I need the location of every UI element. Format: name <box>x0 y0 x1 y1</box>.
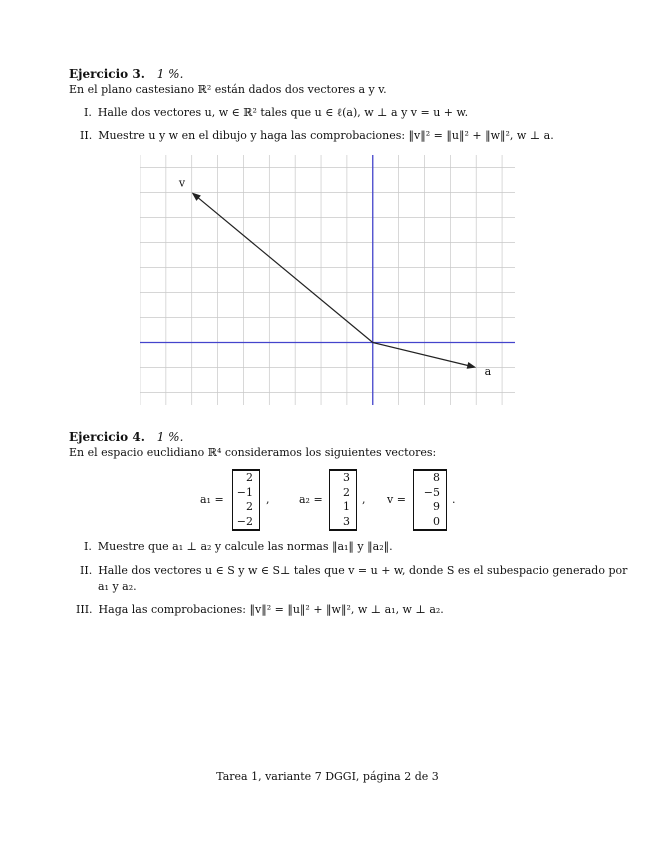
item-text: Muestre que a₁ ⊥ a₂ y calcule las normas ‖a₁‖ y ‖a₂‖. <box>97 540 393 553</box>
vector-a-label: a <box>484 364 492 378</box>
exercise-4-heading <box>69 430 183 445</box>
matrix-entry: −5 <box>423 485 440 499</box>
item-number: I. <box>84 106 92 119</box>
exercise-4-title: Ejercicio 4. <box>69 430 145 444</box>
separator-comma: , <box>266 493 270 506</box>
exercise-4-item-2-continued: a₁ y a₂. <box>98 580 137 593</box>
exercise-4-item-1 <box>84 539 393 555</box>
vector-figure <box>140 155 515 405</box>
vector-v-shaft <box>197 197 373 343</box>
exercise-3-intro: En el plano castesiano ℝ² están dados dos vectores a y v. <box>69 83 387 96</box>
matrix-entry: 2 <box>343 485 350 499</box>
matrix-entry: 0 <box>433 514 440 528</box>
vector-a2-label: a₂ = <box>299 493 323 506</box>
exercise-3-item-1 <box>84 105 468 121</box>
vector-v-label: v <box>178 176 186 190</box>
vector-definitions <box>0 469 655 531</box>
item-number: II. <box>80 564 93 577</box>
vector-v-label: v = <box>387 493 406 506</box>
item-number: I. <box>84 540 92 553</box>
item-text: Halle dos vectores u ∈ S y w ∈ S⊥ tales que v = u + w, donde S es el subespacio generado por <box>98 564 628 577</box>
item-number: II. <box>80 129 93 142</box>
vector-a2-matrix <box>329 469 357 531</box>
exercise-4-item-3 <box>76 602 444 618</box>
vectors <box>178 177 492 378</box>
matrix-entry: 3 <box>343 471 350 484</box>
matrix-entry: 2 <box>246 500 253 513</box>
page-footer: Tarea 1, variante 7 DGGI, página 2 de 3 <box>216 770 439 783</box>
item-text: Halle dos vectores u, w ∈ ℝ² tales que u ∈ ℓ(a), w ⊥ a y v = u + w. <box>97 106 469 119</box>
exercise-3-heading <box>69 67 183 82</box>
exercise-4-intro: En el espacio euclidiano ℝ⁴ consideramos los siguientes vectores: <box>69 446 437 459</box>
matrix-entry: 2 <box>246 471 253 484</box>
exercise-3-title: Ejercicio 3. <box>69 67 145 81</box>
vector-a1-matrix <box>232 469 260 531</box>
vector-a-shaft <box>373 343 470 366</box>
separator-period: . <box>452 493 456 506</box>
matrix-entry: −2 <box>236 514 253 528</box>
item-text: Muestre u y w en el dibujo y haga las comprobaciones: ‖v‖² = ‖u‖² + ‖w‖², w ⊥ a. <box>98 129 554 142</box>
vector-a1-label: a₁ = <box>200 493 224 506</box>
exercise-4-item-2 <box>80 563 627 579</box>
matrix-entry: 3 <box>343 514 350 528</box>
exercise-4-weight: 1 %. <box>156 430 184 444</box>
item-text: Haga las comprobaciones: ‖v‖² = ‖u‖² + ‖w‖², w ⊥ a₁, w ⊥ a₂. <box>98 603 444 616</box>
exercise-3-item-2 <box>80 128 554 144</box>
matrix-entry: −1 <box>236 485 253 499</box>
item-number: III. <box>76 603 93 616</box>
matrix-entry: 9 <box>433 500 440 513</box>
exercise-3-weight: 1 %. <box>156 67 184 81</box>
vector-v-matrix <box>413 469 447 531</box>
grid-lines <box>140 155 515 405</box>
matrix-entry: 8 <box>433 471 440 484</box>
separator-comma: , <box>362 493 366 506</box>
matrix-entry: 1 <box>343 500 350 513</box>
